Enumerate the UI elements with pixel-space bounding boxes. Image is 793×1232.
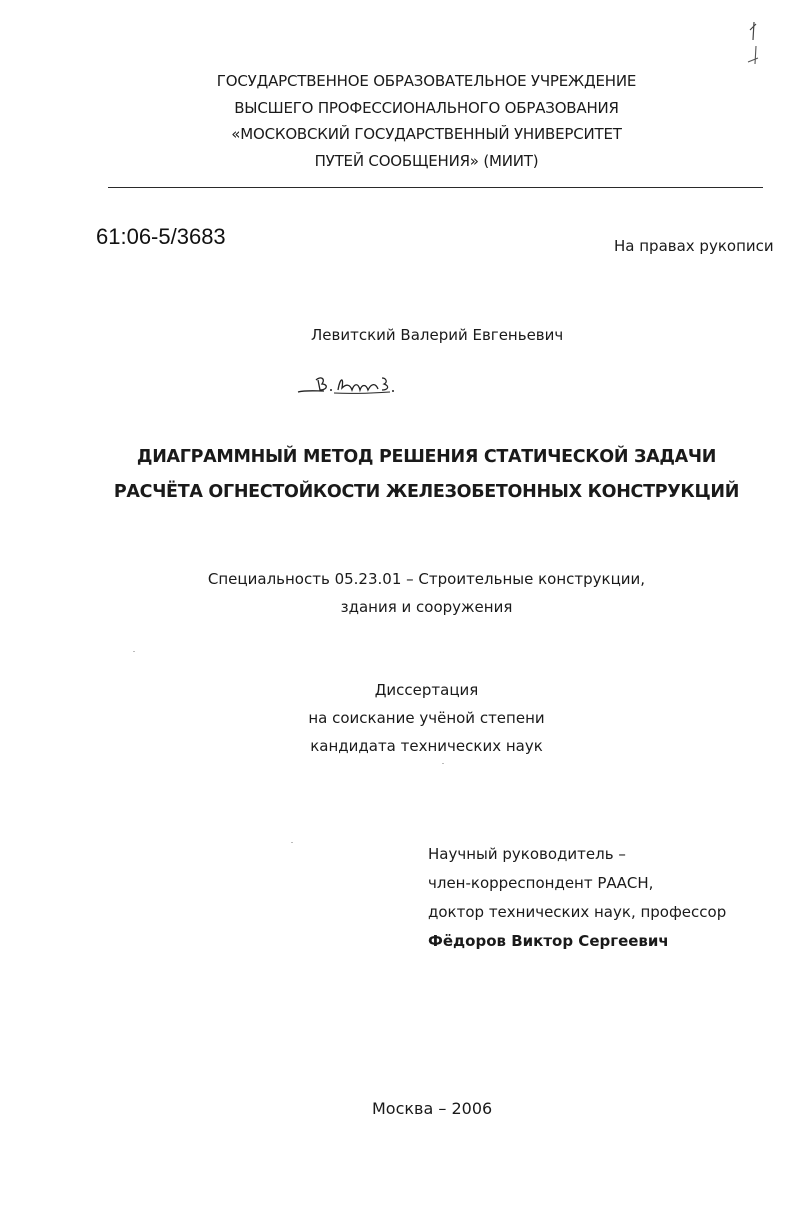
institution-line: «МОСКОВСКИЙ ГОСУДАРСТВЕННЫЙ УНИВЕРСИТЕТ [231, 125, 622, 143]
header-divider [108, 187, 763, 188]
library-code: 61:06-5/3683 [96, 224, 226, 249]
institution-line: ПУТЕЙ СООБЩЕНИЯ» (МИИТ) [314, 151, 539, 170]
institution-line: ВЫСШЕГО ПРОФЕССИОНАЛЬНОГО ОБРАЗОВАНИЯ [234, 98, 619, 117]
signature-icon [294, 370, 404, 404]
specialty-line: здания и сооружения [340, 598, 513, 616]
author-name: Левитский Валерий Евгеньевич [311, 326, 564, 344]
city-year: Москва – 2006 [372, 1099, 493, 1118]
degree-statement [0, 676, 793, 760]
specialty [0, 565, 793, 621]
supervisor-line: доктор технических наук, профессор [428, 903, 727, 921]
supervisor-name: Фёдоров Виктор Сергеевич [428, 932, 669, 950]
supervisor-block [428, 840, 726, 956]
scan-speck [133, 651, 135, 652]
title-line: ДИАГРАММНЫЙ МЕТОД РЕШЕНИЯ СТАТИЧЕСКОЙ ЗАДАЧИ [136, 447, 717, 467]
rights-note: На правах рукописи [614, 237, 774, 255]
title-line: РАСЧЁТА ОГНЕСТОЙКОСТИ ЖЕЛЕЗОБЕТОННЫХ КОНСТРУКЦИЙ [113, 482, 740, 502]
dissertation-title [0, 440, 793, 510]
degree-line: Диссертация [374, 681, 479, 699]
scan-speck [442, 763, 444, 764]
degree-line: на соискание учёной степени [308, 709, 545, 727]
supervisor-line: член-корреспондент РААСН, [428, 874, 654, 892]
supervisor-line: Научный руководитель – [428, 845, 626, 863]
institution-line: ГОСУДАРСТВЕННОЕ ОБРАЗОВАТЕЛЬНОЕ УЧРЕЖДЕНИЕ [216, 72, 637, 90]
handwritten-mark-icon [742, 18, 766, 66]
specialty-line: Специальность 05.23.01 – Строительные конструкции, [207, 570, 646, 588]
institution-header [0, 68, 793, 174]
scan-speck [291, 842, 293, 843]
degree-line: кандидата технических наук [310, 737, 543, 755]
